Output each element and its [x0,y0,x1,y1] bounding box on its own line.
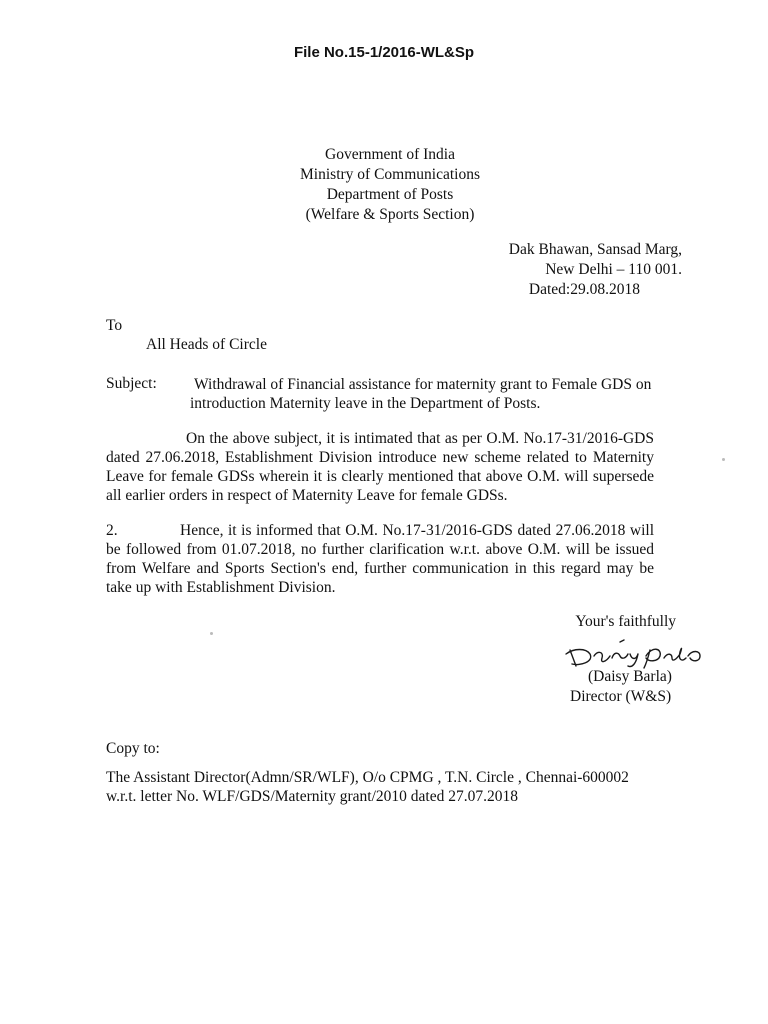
paragraph-1 [106,429,654,505]
paragraph-2-number: 2. [106,522,118,539]
subject-line-1: Withdrawal of Financial assistance for maternity grant to Female GDS on [194,376,652,393]
paragraph-1-text: On the above subject, it is intimated that as per O.M. No.17-31/2016-GDS dated 27.06.2018, Establishment Division introduce new scheme related to Maternity Leave for female GDSs wherein it is clearly mentioned that above O.M. will supersede all earlier orders in respect of Maternity Leave for female GDSs. [106,430,654,504]
letterhead-section: (Welfare & Sports Section) [305,206,475,223]
to-label: To [106,317,123,334]
letterhead-ministry: Ministry of Communications [300,166,480,183]
signer-designation: Director (W&S) [570,688,672,705]
address-line-1: Dak Bhawan, Sansad Marg, [508,241,682,258]
handwritten-signature [560,636,720,670]
copy-to-line-1: The Assistant Director(Admn/SR/WLF), O/o CPMG , T.N. Circle , Chennai-600002 [106,769,629,786]
paragraph-2 [106,521,654,597]
file-number: File No.15-1/2016-WL&Sp [293,44,475,61]
copy-to-line-2: w.r.t. letter No. WLF/GDS/Maternity grant/2010 dated 27.07.2018 [106,788,518,805]
signer-name: (Daisy Barla) [588,668,672,685]
letterhead-government: Government of India [325,146,455,163]
scan-speck [210,632,213,635]
address-line-2: New Delhi – 110 001. [545,261,682,278]
subject-text [190,375,670,413]
subject-label: Subject: [106,375,157,392]
paragraph-2-text: Hence, it is informed that O.M. No.17-31/2016-GDS dated 27.06.2018 will be followed from 01.07.2018, no further clarification w.r.t. above O.M. will be issued from Welfare and Sports Section's end, further communication in this regard may be take up with Establishment Division. [106,522,654,596]
letter-date: Dated:29.08.2018 [528,281,640,298]
copy-to-label: Copy to: [106,740,160,757]
subject-line-2: introduction Maternity leave in the Department of Posts. [190,395,541,412]
salutation: Your's faithfully [575,613,676,630]
scan-speck [722,458,725,461]
letterhead [0,145,768,225]
letterhead-department: Department of Posts [326,186,454,203]
recipient: All Heads of Circle [146,336,267,353]
sender-address [509,240,682,300]
